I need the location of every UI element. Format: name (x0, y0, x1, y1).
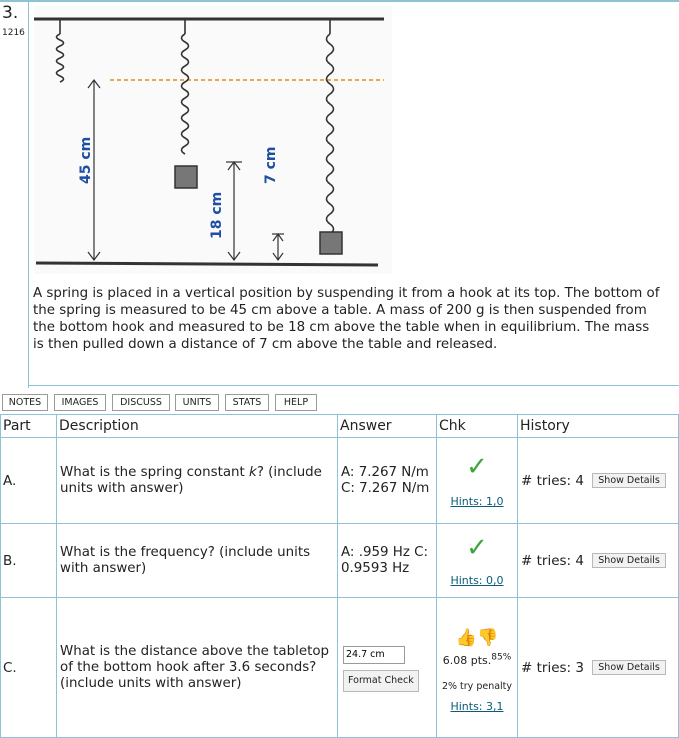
description-variable: k (249, 464, 257, 480)
points-earned (443, 654, 512, 667)
question-number: 3. (2, 3, 19, 23)
part-label: C. (1, 598, 57, 738)
part-answer: A: 7.267 N/m C: 7.267 N/m (338, 438, 437, 524)
thumbs-down-icon[interactable]: 👎 (477, 628, 499, 649)
part-history (518, 524, 679, 598)
part-answer (338, 598, 437, 738)
description-suffix: ? (include units with answer) (60, 464, 322, 496)
part-description: What is the distance above the tabletop of the bottom hook after 3.6 seconds? (include units with answer) (57, 598, 338, 738)
part-check (437, 438, 518, 524)
dimension-7 (272, 234, 284, 260)
header-history: History (518, 415, 679, 438)
label-18cm: 18 cm (209, 191, 225, 239)
show-details-button[interactable]: Show Details (592, 473, 666, 488)
part-description: What is the frequency? (include units with answer) (57, 524, 338, 598)
table-row (1, 438, 679, 524)
header-part: Part (1, 415, 57, 438)
mass-block-pulled (320, 232, 342, 254)
tries-count: # tries: 3 (521, 659, 584, 676)
problem-statement: A spring is placed in a vertical position by suspending it from a hook at its top. The bottom of the spring is measured to be 45 cm above a table. A mass of 200 g is then suspended from the bottom hook and measured to be 18 cm above the table when in equilibrium. The mass is then pulled down a distance of 7 cm above the table and released. (33, 286, 660, 352)
tab-stats[interactable]: STATS (225, 394, 269, 411)
header-description: Description (57, 415, 338, 438)
spring-figure (34, 6, 392, 274)
parts-table (0, 414, 679, 738)
table-row (1, 524, 679, 598)
hints-link[interactable]: Hints: 1,0 (450, 495, 504, 508)
try-penalty: 2% try penalty (441, 680, 513, 692)
hints-link[interactable]: Hints: 0,0 (450, 574, 504, 587)
tab-discuss[interactable]: DISCUSS (112, 394, 170, 411)
question-bottom-border (28, 385, 679, 386)
label-7cm: 7 cm (263, 146, 279, 184)
part-history (518, 598, 679, 738)
part-label: B. (1, 524, 57, 598)
tab-notes[interactable]: NOTES (2, 394, 48, 411)
label-45cm: 45 cm (78, 136, 94, 184)
hints-link[interactable]: Hints: 3,1 (450, 699, 504, 713)
thumbs-up-icon[interactable]: 👍 (455, 628, 477, 649)
tab-images[interactable]: IMAGES (54, 394, 106, 411)
tab-units[interactable]: UNITS (175, 394, 219, 411)
tries-count: # tries: 4 (521, 472, 584, 489)
show-details-button[interactable]: Show Details (592, 660, 666, 675)
correct-check-icon: ✓ (466, 533, 488, 563)
feedback-icons (437, 628, 517, 648)
spring-stretched (327, 20, 334, 234)
table-header-row (1, 415, 679, 438)
top-border (0, 0, 679, 2)
question-id: 1216 (2, 28, 25, 38)
answer-input[interactable] (343, 646, 405, 664)
points-percent: 85% (491, 652, 512, 663)
part-history (518, 438, 679, 524)
description-prefix: What is the spring constant (60, 464, 250, 480)
part-check (437, 598, 518, 738)
format-check-button[interactable]: Format Check (343, 670, 419, 692)
correct-check-icon: ✓ (466, 452, 488, 482)
show-details-button[interactable]: Show Details (592, 553, 666, 568)
header-answer: Answer (338, 415, 437, 438)
spring-loaded (182, 20, 189, 154)
part-check (437, 524, 518, 598)
header-chk: Chk (437, 415, 518, 438)
question-divider (28, 0, 29, 388)
tries-count: # tries: 4 (521, 552, 584, 569)
table-row (1, 598, 679, 738)
mass-block-equilibrium (175, 166, 197, 188)
dimension-18 (226, 162, 242, 260)
part-description (57, 438, 338, 524)
points-value: 6.08 pts. (442, 653, 492, 667)
part-label: A. (1, 438, 57, 524)
tab-help[interactable]: HELP (275, 394, 317, 411)
question-number-cell (0, 0, 28, 385)
table-line (36, 263, 378, 265)
part-answer: A: .959 Hz C: 0.9593 Hz (338, 524, 437, 598)
spring-unloaded (57, 20, 64, 82)
